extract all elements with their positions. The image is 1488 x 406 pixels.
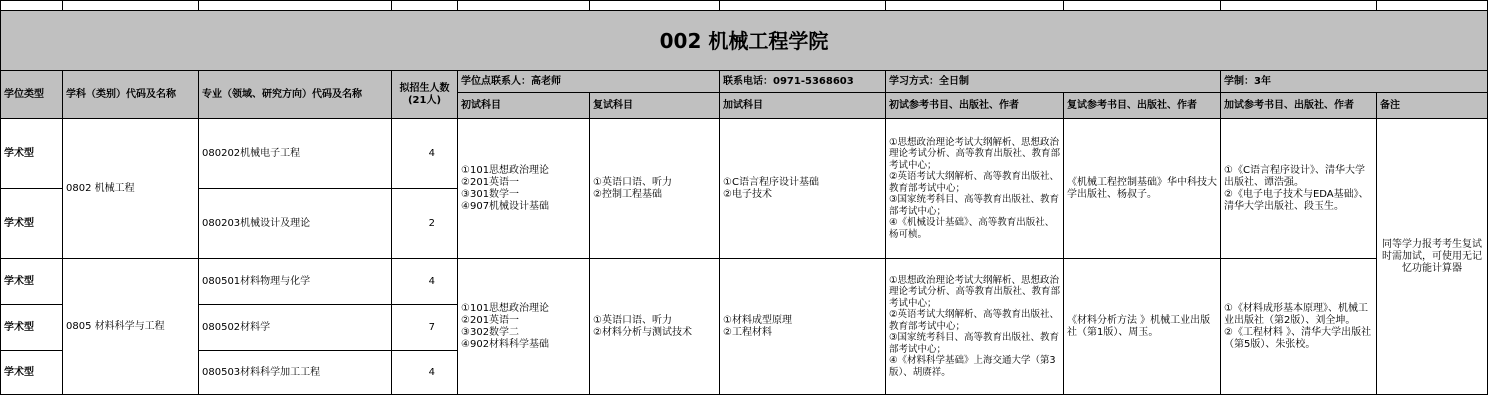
- degree-type-cell: 学术型: [1, 189, 63, 259]
- edge-cell: [1377, 1, 1488, 11]
- major-cell: 080502材料学: [199, 305, 392, 351]
- college-title: 002 机械工程学院: [1, 11, 1488, 71]
- header-row-1: [1, 71, 1488, 93]
- edge-cell: [886, 1, 1064, 11]
- retest-refs-header: 复试参考书目、出版社、作者: [1064, 93, 1221, 119]
- remarks-cell: 同等学力报考考生复试时需加试，可使用无记忆功能计算器: [1377, 119, 1488, 395]
- initial-subjects-header: 初试科目: [458, 93, 590, 119]
- enrollment-header: 拟招生人数(21人): [392, 71, 458, 119]
- contact-person: 学位点联系人：高老师: [458, 71, 720, 93]
- discipline-cell: 0805 材料科学与工程: [63, 259, 199, 395]
- degree-type-cell: 学术型: [1, 305, 63, 351]
- retest-subjects-cell: ①英语口语、听力 ②材料分析与测试技术: [590, 259, 720, 395]
- extra-refs-cell: ①《材料成形基本原理》、机械工业出版社（第2版）、刘全坤。 ②《工程材料 》、清华大学出版社（第5版）、朱张校。: [1221, 259, 1377, 395]
- edge-cell: [199, 1, 392, 11]
- edge-cell: [392, 1, 458, 11]
- retest-subjects-cell: ①英语口语、听力 ②控制工程基础: [590, 119, 720, 259]
- count-cell: 4: [392, 119, 458, 189]
- edge-cell: [590, 1, 720, 11]
- study-mode: 学习方式：全日制: [886, 71, 1221, 93]
- retest-refs-cell: 《机械工程控制基础》华中科技大学出版社、杨叔子。: [1064, 119, 1221, 259]
- initial-refs-header: 初试参考书目、出版社、作者: [886, 93, 1064, 119]
- degree-type-cell: 学术型: [1, 119, 63, 189]
- edge-cell: [458, 1, 590, 11]
- degree-type-cell: 学术型: [1, 259, 63, 305]
- initial-subjects-cell: ①101思想政治理论 ②201英语一 ③302数学二 ④902材料科学基础: [458, 259, 590, 395]
- extra-subjects-cell: ①C语言程序设计基础 ②电子技术: [720, 119, 886, 259]
- major-cell: 080501材料物理与化学: [199, 259, 392, 305]
- initial-refs-cell: ①思想政治理论考试大纲解析、思想政治理论考试分析、高等教育出版社、教育部考试中心； ②英语考试大纲解析、高等教育出版社、教育部考试中心； ③国家统考科目、高等教育出版社、教育部考试中心； ④《机械设计基础》、高等教育出版社、杨可桢。: [886, 119, 1064, 259]
- retest-subjects-header: 复试科目: [590, 93, 720, 119]
- degree-type-header: 学位类型: [1, 71, 63, 119]
- degree-type-cell: 学术型: [1, 351, 63, 395]
- count-cell: 4: [392, 351, 458, 395]
- major-cell: 080202机械电子工程: [199, 119, 392, 189]
- remarks-header: 备注: [1377, 93, 1488, 119]
- extra-refs-header: 加试参考书目、出版社、作者: [1221, 93, 1377, 119]
- major-cell: 080503材料科学加工工程: [199, 351, 392, 395]
- duration: 学制：3年: [1221, 71, 1488, 93]
- top-edge-row: [1, 1, 1488, 11]
- discipline-header: 学科（类别）代码及名称: [63, 71, 199, 119]
- count-cell: 7: [392, 305, 458, 351]
- major-cell: 080203机械设计及理论: [199, 189, 392, 259]
- count-cell: 4: [392, 259, 458, 305]
- title-row: [1, 11, 1488, 71]
- edge-cell: [63, 1, 199, 11]
- initial-subjects-cell: ①101思想政治理论 ②201英语一 ③301数学一 ④907机械设计基础: [458, 119, 590, 259]
- count-cell: 2: [392, 189, 458, 259]
- contact-phone: 联系电话：0971-5368603: [720, 71, 886, 93]
- table-row: [1, 119, 1488, 189]
- extra-subjects-cell: ①材料成型原理 ②工程材料: [720, 259, 886, 395]
- edge-cell: [1064, 1, 1221, 11]
- extra-refs-cell: ①《C语言程序设计》、清华大学出版社、谭浩强。 ②《电子电子技术与EDA基础》、清华大学出版社、段玉生。: [1221, 119, 1377, 259]
- initial-refs-cell: ①思想政治理论考试大纲解析、思想政治理论考试分析、高等教育出版社、教育部考试中心； ②英语考试大纲解析、高等教育出版社、教育部考试中心； ③国家统考科目、高等教育出版社、教育部考试中心； ④《材料科学基础》上海交通大学（第3版）、胡赓祥。: [886, 259, 1064, 395]
- major-header: 专业（领域、研究方向）代码及名称: [199, 71, 392, 119]
- retest-refs-cell: 《材料分析方法 》机械工业出版社（第1版）、周玉。: [1064, 259, 1221, 395]
- extra-subjects-header: 加试科目: [720, 93, 886, 119]
- table-row: [1, 259, 1488, 305]
- edge-cell: [1, 1, 63, 11]
- edge-cell: [720, 1, 886, 11]
- discipline-cell: 0802 机械工程: [63, 119, 199, 259]
- edge-cell: [1221, 1, 1377, 11]
